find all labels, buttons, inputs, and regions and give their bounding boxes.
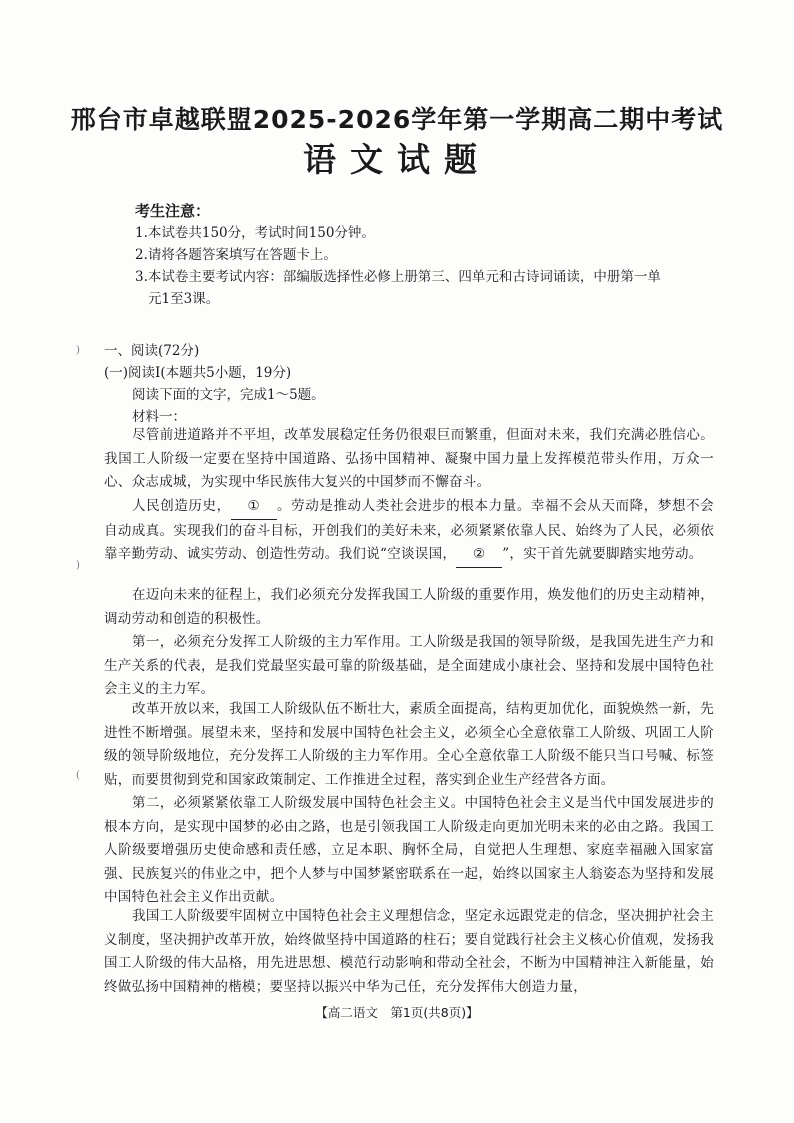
exam-title: 邢台市卓越联盟2025-2026学年第一学期高二期中考试 [70, 105, 724, 134]
section-instruction: 阅读下面的文字，完成1～5题。 [132, 387, 325, 403]
paragraph-3: 在迈向未来的征程上，我们必须充分发挥我国工人阶级的重要作用，焕发他们的历史主动精神，调动劳动和创造的积极性。 [104, 587, 714, 627]
page-footer: 【高二语文 第1页(共8页)】 [315, 1005, 479, 1020]
binding-mark-2: ) [76, 560, 80, 571]
binding-mark-3: ( [76, 770, 80, 781]
exam-subtitle: 语文试题 [303, 140, 491, 179]
blank-2: ② [456, 543, 502, 568]
section-part-heading: 一、阅读(72分) [104, 343, 200, 359]
paragraph-7: 我国工人阶级要牢固树立中国特色社会主义理想信念，坚定永远跟党走的信念，坚决拥护社会主义制度，坚决拥护改革开放，始终做坚持中国道路的柱石；要自觉践行社会主义核心价值观，发扬我国工人阶级的伟大品格，用先进思想、模范行动影响和带动全社会，不断为中国精神注入新能量，始终做弘扬中国精神的楷模；要坚持以振兴中华为己任，充分发挥伟大创造力量， [104, 908, 714, 995]
material-label: 材料一： [132, 409, 186, 425]
paragraph-2-part-a: 人民创造历史， [132, 498, 231, 514]
paragraph-2 [104, 495, 714, 568]
section-sub-heading: (一)阅读Ⅰ(本题共5小题，19分) [104, 365, 292, 381]
notice-heading: 考生注意： [135, 202, 211, 220]
paragraph-4: 第一，必须充分发挥工人阶级的主力军作用。工人阶级是我国的领导阶级，是我国先进生产力和生产关系的代表，是我们党最坚实最可靠的阶级基础，是全面建成小康社会、坚持和发展中国特色社会主义的主力军。 [104, 634, 714, 698]
paragraph-5: 改革开放以来，我国工人阶级队伍不断壮大，素质全面提高，结构更加优化，面貌焕然一新，先进性不断增强。展望未来，坚持和发展中国特色社会主义，必须全心全意依靠工人阶级、巩固工人阶级的领导阶级地位，充分发挥工人阶级的主力军作用。全心全意依靠工人阶级不能只当口号喊、标签贴，而要贯彻到党和国家政策制定、工作推进全过程，落实到企业生产经营各方面。 [104, 701, 714, 788]
notice-item-3 [135, 266, 715, 310]
notice-item-3-line2: 元1至3课。 [148, 291, 220, 307]
notice-item-1: 1.本试卷共150分，考试时间150分钟。 [135, 225, 375, 241]
binding-mark-1: ) [76, 345, 80, 356]
paragraph-6: 第二，必须紧紧依靠工人阶级发展中国特色社会主义。中国特色社会主义是当代中国发展进步的根本方向，是实现中国梦的必由之路，也是引领我国工人阶级走向更加光明未来的必由之路。我国工人阶级要增强历史使命感和责任感，立足本职、胸怀全局，自觉把人生理想、家庭幸福融入国家富强、民族复兴的伟业之中，把个人梦与中国梦紧密联系在一起，始终以国家主人翁姿态为坚持和发展中国特色社会主义作出贡献。 [104, 795, 714, 906]
paragraph-1: 尽管前进道路并不平坦，改革发展稳定任务仍很艰巨而繁重，但面对未来，我们充满必胜信心。我国工人阶级一定要在坚持中国道路、弘扬中国精神、凝聚中国力量上发挥模范带头作用，万众一心、众志成城，为实现中华民族伟大复兴的中国梦而不懈奋斗。 [104, 427, 714, 491]
notice-item-2: 2.请将各题答案填写在答题卡上。 [135, 247, 337, 263]
notice-item-3-line1: 3.本试卷主要考试内容：部编版选择性必修上册第三、四单元和古诗词诵读，中册第一单 [135, 269, 661, 285]
blank-1: ① [231, 495, 277, 520]
paragraph-2-part-b: 。劳动是推动人类社会进步的根本力量。幸福不会从天而降，梦想不会自动成真。实现我们的奋斗目标，开创我们的美好未来，必须紧紧依靠人民、始终为了人民，必须依靠辛勤劳动、诚实劳动、创造性劳动。我们说“空谈误国， [104, 498, 714, 563]
paragraph-2-part-c: ”，实干首先就要脚踏实地劳动。 [502, 546, 703, 563]
